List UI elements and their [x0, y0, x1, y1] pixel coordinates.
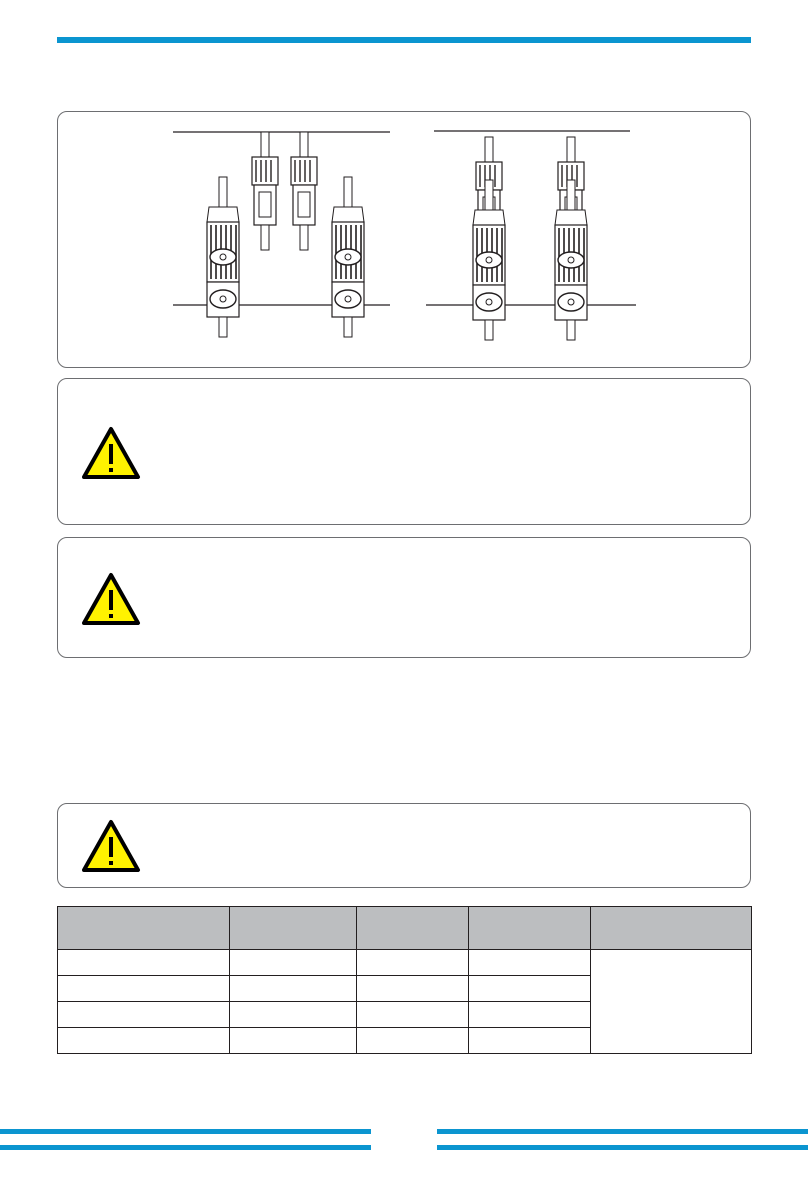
pv-connector-illustration [58, 112, 750, 367]
table-merged-cell [591, 950, 752, 1054]
table-cell [58, 976, 230, 1002]
table-cell [469, 1002, 591, 1028]
table-cell [230, 1028, 357, 1054]
header-accent-bar [57, 37, 751, 43]
table-header-row [58, 907, 752, 950]
warning-box-1 [57, 378, 751, 525]
connector-figure-panel [57, 111, 751, 368]
table-cell [230, 950, 357, 976]
table-header-cell [469, 907, 591, 950]
footer-bar-left-bottom [0, 1145, 371, 1150]
table-cell [357, 976, 469, 1002]
table-cell [357, 1002, 469, 1028]
table-cell [230, 1002, 357, 1028]
table-cell [357, 1028, 469, 1054]
table-cell [58, 950, 230, 976]
table-cell [469, 950, 591, 976]
table-header-cell [591, 907, 752, 950]
table-header-cell [58, 907, 230, 950]
connector-pair-disconnected [207, 132, 364, 337]
table-header-cell [230, 907, 357, 950]
warning-box-2 [57, 537, 751, 658]
table-cell [230, 976, 357, 1002]
table-cell [357, 950, 469, 976]
table-cell [469, 976, 591, 1002]
table-cell [58, 1002, 230, 1028]
table-header-cell [357, 907, 469, 950]
warning-triangle-icon [81, 572, 141, 626]
warning-triangle-icon [81, 819, 141, 873]
table-row [58, 950, 752, 976]
connector-pair-connected [473, 137, 587, 340]
footer-bar-right-top [437, 1129, 808, 1134]
warning-triangle-icon [81, 426, 141, 480]
footer-bar-left-top [0, 1129, 371, 1134]
table-cell [58, 1028, 230, 1054]
warning-box-3 [57, 803, 751, 888]
spec-table [57, 906, 752, 1054]
table-cell [469, 1028, 591, 1054]
footer-bar-right-bottom [437, 1145, 808, 1150]
